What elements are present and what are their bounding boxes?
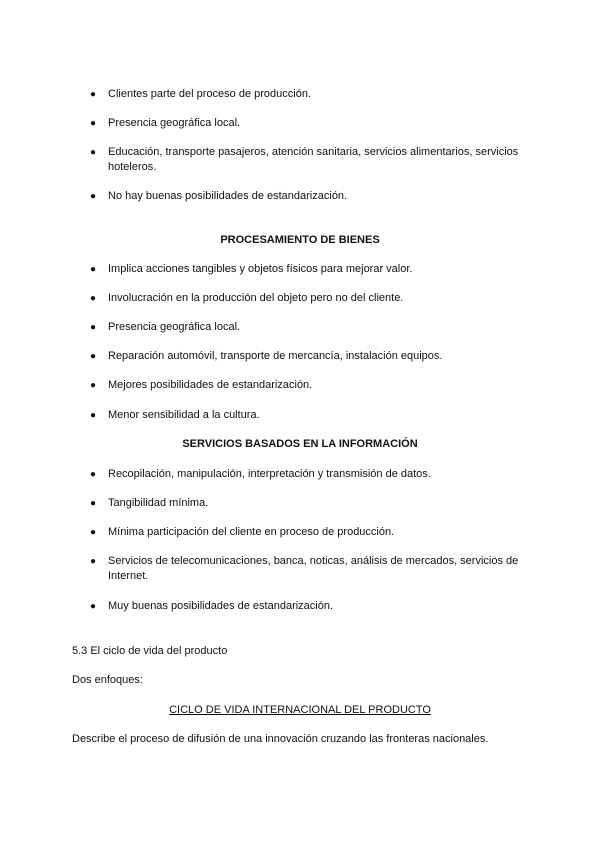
bullet-icon: ● [90, 264, 97, 275]
bullet-icon: ● [90, 89, 97, 100]
bullet-icon: ● [90, 527, 97, 538]
list-item-text: Involucración en la producción del objeto pero no del cliente. [108, 292, 404, 304]
list-item-text: Reparación automóvil, transporte de mercancía, instalación equipos. [108, 350, 443, 362]
list-item-text: Implica acciones tangibles y objetos físicos para mejorar valor. [108, 263, 413, 275]
subtitle: CICLO DE VIDA INTERNACIONAL DEL PRODUCTO [169, 704, 431, 716]
list-item-text: Presencia geográfica local. [108, 321, 241, 333]
bullet-icon: ● [90, 469, 97, 480]
bullet-icon: ● [90, 410, 97, 421]
description-text: Describe el proceso de difusión de una innovación cruzando las fronteras nacionales. [72, 733, 489, 745]
bullet-icon: ● [90, 601, 97, 612]
bullet-icon: ● [90, 293, 97, 304]
list-item [90, 116, 530, 131]
list-item-text: Educación, transporte pasajeros, atención sanitaria, servicios alimentarios, servicios hoteleros. [108, 146, 519, 173]
list-item-text: Mínima participación del cliente en proceso de producción. [108, 526, 395, 538]
bullet-icon: ● [90, 380, 97, 391]
list-item [90, 320, 530, 335]
intro-text: Dos enfoques: [72, 674, 143, 686]
list-item-text: No hay buenas posibilidades de estandarización. [108, 190, 348, 202]
list-item [90, 525, 530, 540]
list-item-text: Clientes parte del proceso de producción. [108, 88, 312, 100]
list-item-text: Presencia geográfica local. [108, 117, 241, 129]
list-item [90, 467, 530, 482]
list-item [90, 349, 530, 364]
list-item-text: Tangibilidad mínima. [108, 497, 209, 509]
list-item [90, 189, 530, 204]
list-item-text: Mejores posibilidades de estandarización. [108, 379, 313, 391]
list-item [90, 87, 530, 102]
bullet-icon: ● [90, 556, 97, 567]
bullet-icon: ● [90, 351, 97, 362]
list-item [90, 408, 530, 423]
list-item [90, 378, 530, 393]
list-item [90, 554, 530, 584]
bullet-icon: ● [90, 322, 97, 333]
list-item-text: Recopilación, manipulación, interpretación y transmisión de datos. [108, 468, 431, 480]
section-heading: 5.3 El ciclo de vida del producto [72, 645, 228, 657]
list-item [90, 291, 530, 306]
list-item [90, 262, 530, 277]
list-item-text: Servicios de telecomunicaciones, banca, noticas, análisis de mercados, servicios de Internet. [108, 555, 519, 582]
bullet-icon: ● [90, 498, 97, 509]
section-title: PROCESAMIENTO DE BIENES [220, 234, 380, 246]
section-title: SERVICIOS BASADOS EN LA INFORMACIÓN [182, 438, 418, 450]
list-item [90, 145, 530, 175]
bullet-icon: ● [90, 147, 97, 158]
bullet-icon: ● [90, 191, 97, 202]
list-item-text: Muy buenas posibilidades de estandarización. [108, 600, 334, 612]
list-item [90, 496, 530, 511]
bullet-icon: ● [90, 118, 97, 129]
list-item-text: Menor sensibilidad a la cultura. [108, 409, 260, 421]
list-item [90, 599, 530, 614]
